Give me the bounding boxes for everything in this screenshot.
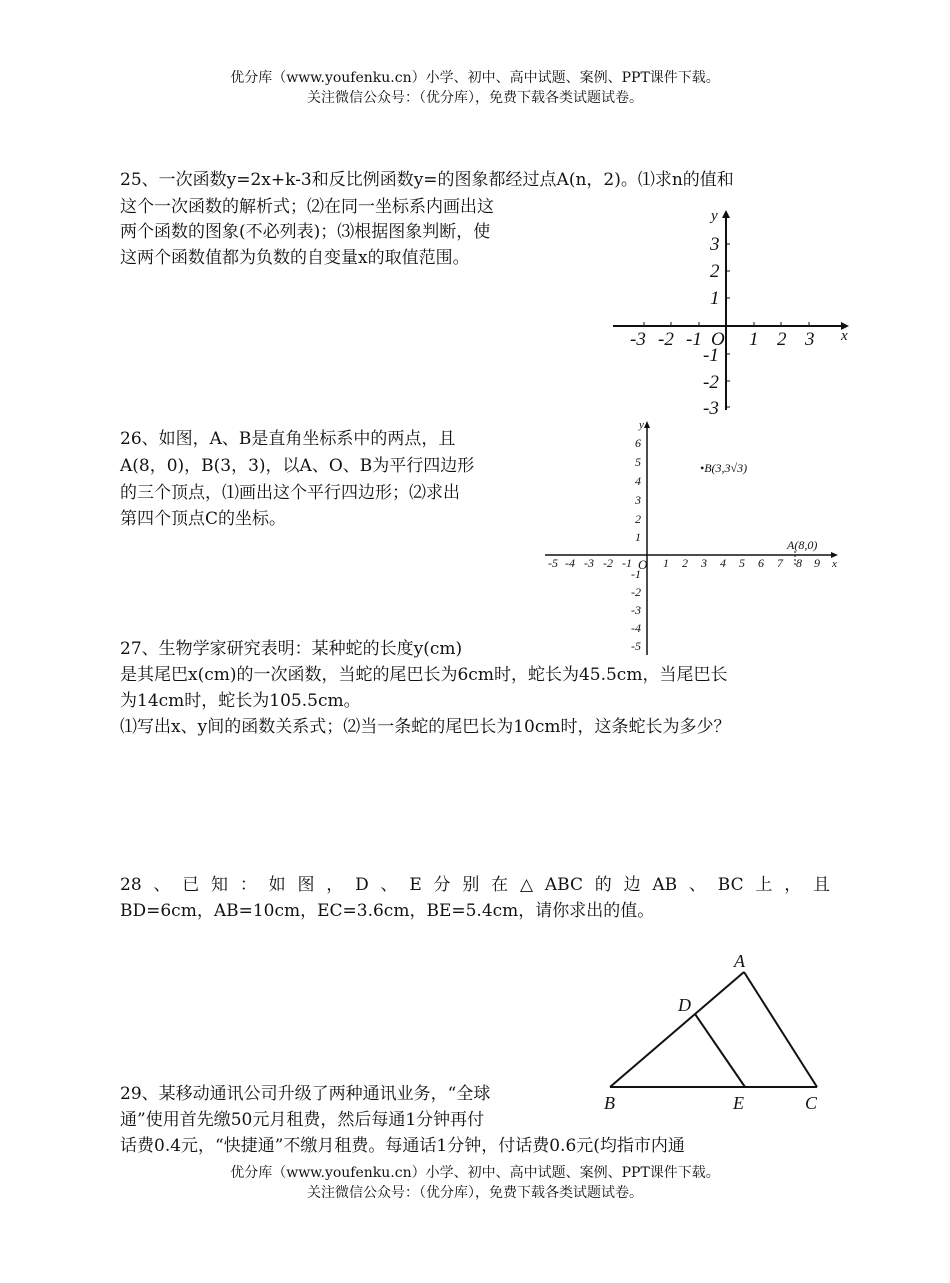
y-tick-label: -1 — [703, 345, 719, 366]
y-tick-label: 1 — [635, 530, 641, 544]
q25-line-2: 这个一次函数的解析式；⑵在同一坐标系内画出这 — [120, 197, 494, 217]
y-tick-label: -2 — [703, 372, 719, 393]
x-axis-label: x — [841, 328, 848, 344]
x-tick-label: -4 — [565, 556, 575, 570]
point-e-label: E — [733, 1093, 744, 1113]
q29-line-1: 29、某移动通讯公司升级了两种通讯业务，“全球 — [120, 1084, 491, 1104]
x-tick-label: -2 — [658, 329, 674, 350]
x-tick-label: -1 — [686, 329, 702, 350]
x-tick-label: -3 — [630, 329, 646, 350]
page-footer-line-1: 优分库（www.youfenku.cn）小学、初中、高中试题、案例、PPT课件下载。 — [230, 1165, 720, 1181]
q28-line-1: 28、已知：如图，D、E分别在△ABC的边AB、BC上，且 — [120, 875, 830, 895]
q27-line-1: 27、生物学家研究表明：某种蛇的长度y(cm) — [120, 639, 463, 659]
y-tick-label: -3 — [703, 398, 719, 415]
y-tick-label: -5 — [631, 639, 641, 653]
figure-28-triangle — [600, 945, 835, 1120]
x-tick-label: 6 — [758, 556, 764, 570]
side-ac — [744, 972, 817, 1087]
q27-line-2: 是其尾巴x(cm)的一次函数，当蛇的尾巴长为6cm时，蛇长为45.5cm，当尾巴长 — [120, 665, 728, 685]
origin-label: O — [638, 557, 648, 572]
x-tick-label: -1 — [622, 556, 632, 570]
x-tick-label: 7 — [777, 556, 783, 570]
x-tick-label: 5 — [739, 556, 745, 570]
x-tick-label: 8 — [796, 556, 802, 570]
y-tick-label: 2 — [710, 261, 720, 282]
q27-line-4: ⑴写出x、y间的函数关系式；⑵当一条蛇的尾巴长为10cm时，这条蛇长为多少？ — [120, 717, 731, 737]
y-tick-label: 6 — [635, 436, 641, 450]
vertex-c-label: C — [805, 1093, 818, 1113]
q29-line-3: 话费0.4元，“快捷通”不缴月租费。每通话1分钟，付话费0.6元(均指市内通 — [120, 1136, 685, 1156]
y-tick-label: -2 — [631, 585, 641, 599]
segment-de — [695, 1014, 745, 1087]
x-axis-label: x — [832, 558, 837, 570]
y-tick-label: 3 — [635, 493, 641, 507]
y-tick-label: 1 — [710, 288, 720, 309]
y-tick-label: -1 — [631, 567, 641, 581]
x-tick-label: 2 — [682, 556, 688, 570]
x-tick-label: 9 — [814, 556, 820, 570]
origin-label: O — [711, 329, 725, 350]
x-tick-label: -3 — [584, 556, 594, 570]
y-axis-arrow — [722, 210, 730, 218]
x-tick-labels — [548, 556, 820, 570]
y-tick-label: 4 — [635, 474, 641, 488]
y-tick-label: 5 — [635, 455, 641, 469]
y-tick-label: -3 — [631, 603, 641, 617]
vertex-a-label: A — [734, 951, 745, 971]
page-header-line-1: 优分库（www.youfenku.cn）小学、初中、高中试题、案例、PPT课件下载。 — [230, 70, 720, 86]
figure-26-coordinate-plane — [540, 415, 845, 660]
x-tick-label: 2 — [777, 329, 787, 350]
figure-25-coordinate-plane — [605, 200, 855, 415]
q26-line-2: A(8，0)，B(3，3)，以A、O、B为平行四边形 — [120, 456, 475, 476]
x-tick-label: 4 — [720, 556, 726, 570]
q27-line-3: 为14cm时，蛇长为105.5cm。 — [120, 691, 361, 711]
y-axis-arrow — [644, 421, 650, 428]
y-axis-label: y — [711, 208, 718, 224]
vertex-b-label: B — [604, 1093, 615, 1113]
x-tick-label: 1 — [663, 556, 669, 570]
q28-line-2: BD=6cm，AB=10cm，EC=3.6cm，BE=5.4cm，请你求出的值。 — [120, 901, 655, 921]
q26-line-4: 第四个顶点C的坐标。 — [120, 509, 287, 529]
q25-line-3: 两个函数的图象(不必列表)；⑶根据图象判断，使 — [120, 222, 491, 242]
x-tick-label: 1 — [749, 329, 759, 350]
x-tick-label: -2 — [603, 556, 613, 570]
q26-line-3: 的三个顶点，⑴画出这个平行四边形；⑵求出 — [120, 483, 460, 503]
page-footer-line-2: 关注微信公众号：（优分库），免费下载各类试题试卷。 — [307, 1185, 643, 1201]
side-ba — [610, 972, 744, 1087]
y-tick-label: 2 — [635, 512, 641, 526]
point-a-label: A(8,0) — [787, 538, 818, 552]
y-tick-label: -4 — [631, 621, 641, 635]
point-d-label: D — [678, 995, 691, 1015]
x-tick-label: 3 — [701, 556, 707, 570]
y-axis-label: y — [639, 419, 644, 431]
x-tick-label: 3 — [805, 329, 815, 350]
point-b-label: •B(3,3√3) — [700, 461, 748, 475]
y-tick-labels — [631, 436, 641, 653]
q25-line-4: 这两个函数值都为负数的自变量x的取值范围。 — [120, 248, 470, 268]
q29-line-2: 通”使用首先缴50元月租费，然后每通1分钟再付 — [120, 1110, 485, 1130]
x-tick-label: -5 — [548, 556, 558, 570]
q26-line-1: 26、如图，A、B是直角坐标系中的两点，且 — [120, 429, 456, 449]
y-tick-label: 3 — [710, 234, 720, 255]
page-header-line-2: 关注微信公众号：（优分库），免费下载各类试题试卷。 — [307, 90, 643, 106]
q25-line-1: 25、一次函数y=2x+k-3和反比例函数y=的图象都经过点A(n，2)。⑴求n的值和 — [120, 170, 734, 190]
